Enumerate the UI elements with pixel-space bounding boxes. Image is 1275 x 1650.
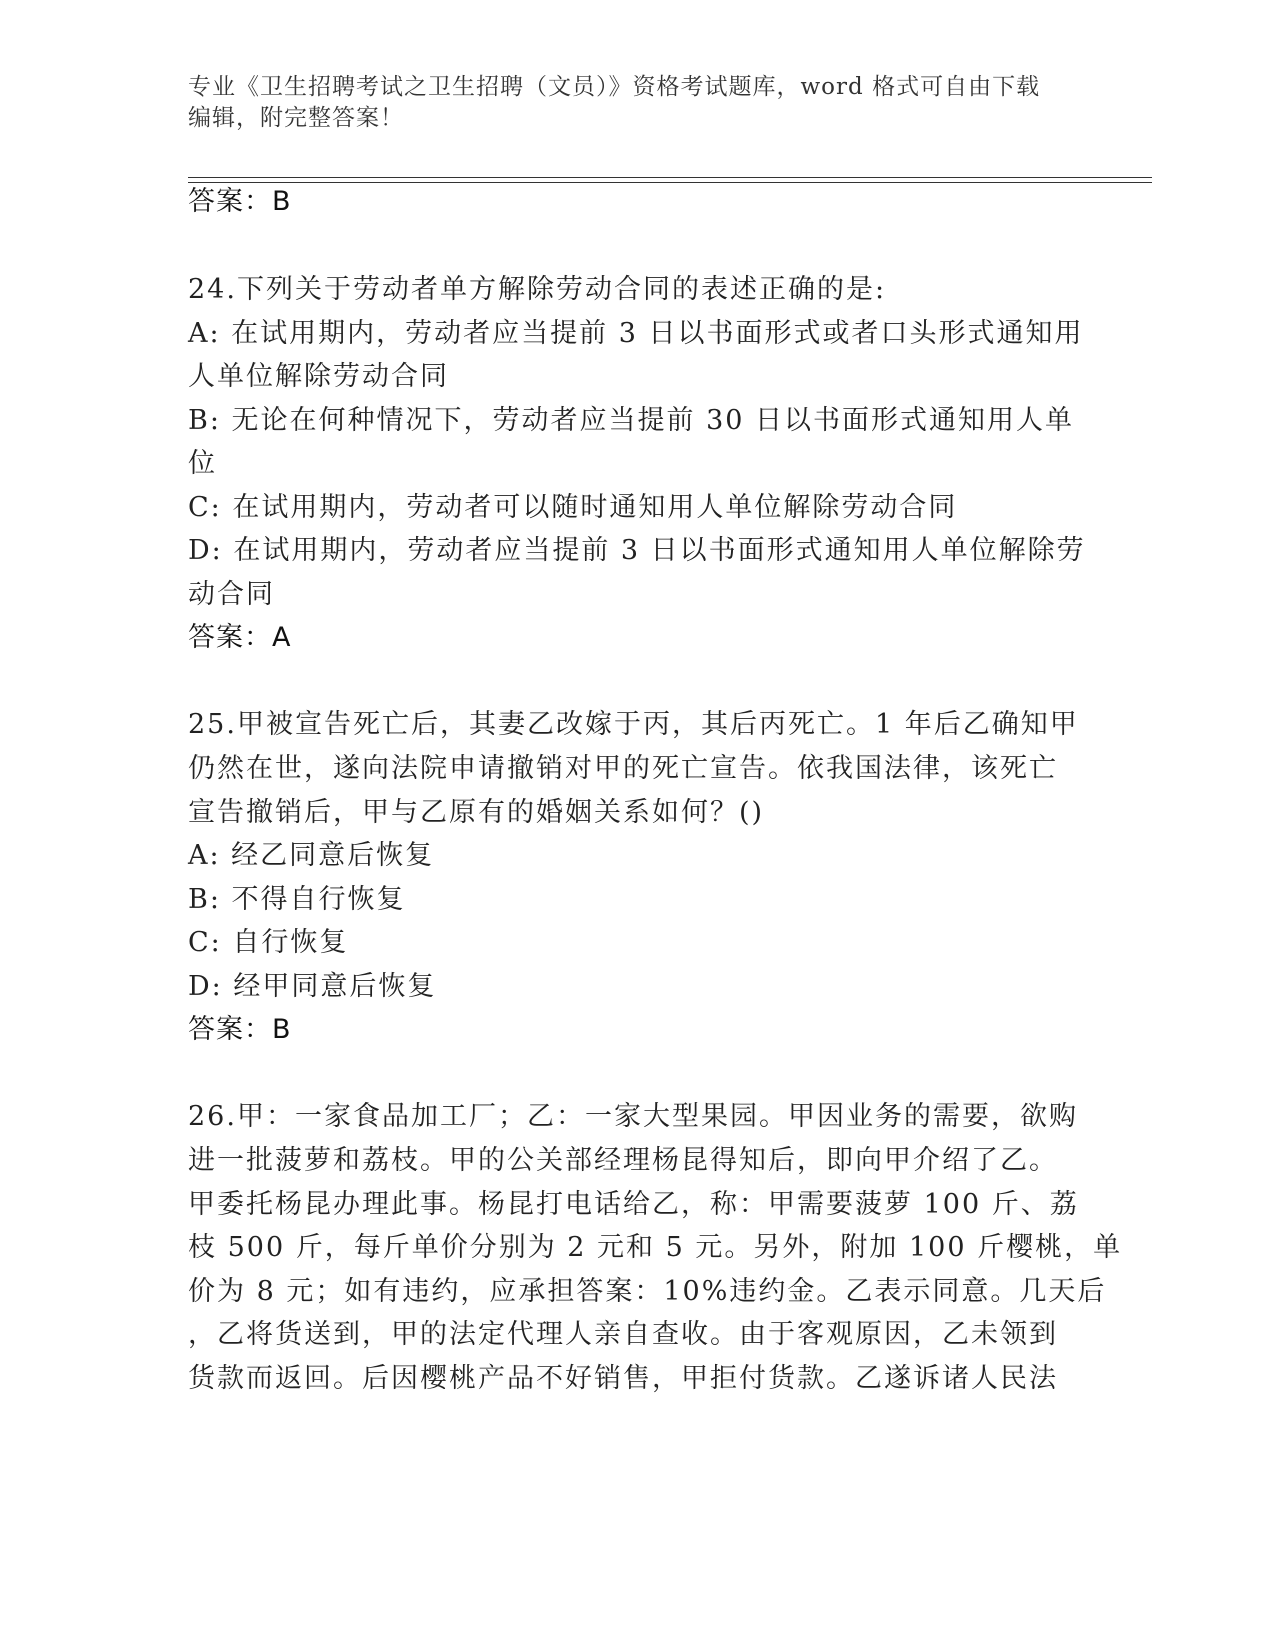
header-divider-top [188, 177, 1152, 178]
q25-stem-line3: 宣告撤销后，甲与乙原有的婚姻关系如何？() [188, 797, 765, 828]
q25-option-b: B: 不得自行恢复 [188, 884, 406, 915]
q26-line2: 进一批菠萝和荔枝。甲的公关部经理杨昆得知后，即向甲介绍了乙。 [188, 1145, 1058, 1176]
answer-25: 答案：B [188, 1014, 292, 1045]
q25-stem-line1: 25.甲被宣告死亡后，其妻乙改嫁于丙，其后丙死亡。1 年后乙确知甲 [188, 709, 1079, 740]
q24-stem: 24.下列关于劳动者单方解除劳动合同的表述正确的是: [188, 274, 887, 305]
q24-option-c: C: 在试用期内，劳动者可以随时通知用人单位解除劳动合同 [188, 492, 958, 523]
q25-option-a: A: 经乙同意后恢复 [188, 840, 435, 871]
q26-line4: 枝 500 斤，每斤单价分别为 2 元和 5 元。另外，附加 100 斤樱桃，单 [188, 1232, 1123, 1263]
q24-option-b-line2: 位 [188, 448, 217, 479]
header-line-1: 专业《卫生招聘考试之卫生招聘（文员）》资格考试题库，word 格式可自由下载 [188, 74, 1041, 100]
header-divider-bottom [188, 182, 1152, 183]
q25-option-c: C: 自行恢复 [188, 927, 349, 958]
answer-23: 答案：B [188, 186, 292, 217]
document-header [188, 72, 1068, 134]
q24-option-a-line2: 人单位解除劳动合同 [188, 361, 449, 392]
q26-line7: 货款而返回。后因樱桃产品不好销售，甲拒付货款。乙遂诉诸人民法 [188, 1363, 1058, 1394]
q25-stem-line2: 仍然在世，遂向法院申请撤销对甲的死亡宣告。依我国法律，该死亡 [188, 753, 1058, 784]
q24-option-d-line2: 动合同 [188, 579, 275, 610]
header-line-2: 编辑，附完整答案！ [188, 105, 404, 131]
q24-option-a-line1: A: 在试用期内，劳动者应当提前 3 日以书面形式或者口头形式通知用 [188, 318, 1084, 349]
q25-option-d: D: 经甲同意后恢复 [188, 971, 437, 1002]
q24-option-d-line1: D: 在试用期内，劳动者应当提前 3 日以书面形式通知用人单位解除劳 [188, 535, 1086, 566]
q26-line3: 甲委托杨昆办理此事。杨昆打电话给乙，称：甲需要菠萝 100 斤、荔 [188, 1189, 1079, 1220]
q26-line6: ，乙将货送到，甲的法定代理人亲自查收。由于客观原因，乙未领到 [188, 1319, 1058, 1350]
q24-option-b-line1: B: 无论在何种情况下，劳动者应当提前 30 日以书面形式通知用人单 [188, 405, 1075, 436]
q26-line5: 价为 8 元；如有违约，应承担答案：10%违约金。乙表示同意。几天后 [188, 1276, 1107, 1307]
q26-line1: 26.甲：一家食品加工厂；乙：一家大型果园。甲因业务的需要，欲购 [188, 1101, 1078, 1132]
answer-24: 答案：A [188, 622, 292, 653]
